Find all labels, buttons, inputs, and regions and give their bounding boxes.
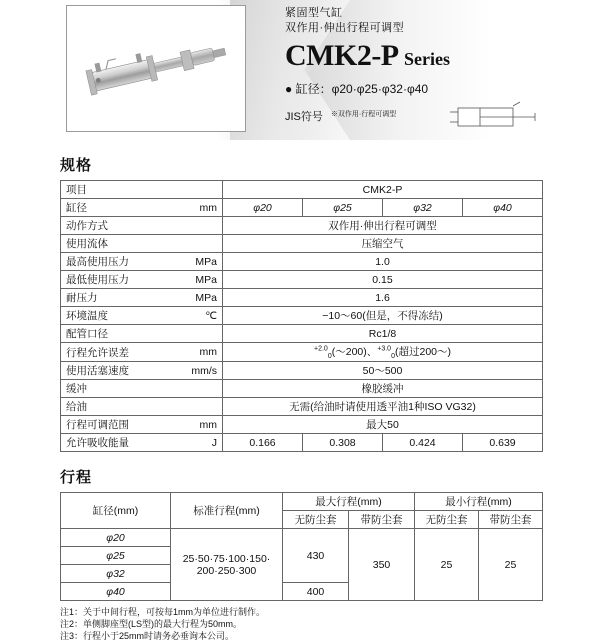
row-value: φ40 [463,199,543,217]
stroke-standard-line1: 25·50·75·100·150· [182,552,271,565]
row-unit: MPa [181,289,223,307]
row-label: 耐压力 [61,289,181,307]
stroke-header-max: 最大行程(mm) [283,493,415,511]
product-series-text: Series [403,49,450,69]
spec-header-model: CMK2-P [223,181,543,199]
table-row [61,199,543,217]
stroke-min-boot: 25 [479,529,543,601]
row-unit [181,235,223,253]
stroke-header-min-no-boot: 无防尘套 [415,511,479,529]
row-label: 给油 [61,398,181,416]
stroke-bore: φ25 [61,547,171,565]
table-row [61,325,543,343]
table-row [61,343,543,362]
row-value: −10～60(但是，不得冻结) [223,307,543,325]
note-1: 注1：关于中间行程，可按每1mm为单位进行制作。 [60,607,266,618]
row-label: 最高使用压力 [61,253,181,271]
table-row [61,271,543,289]
row-value: Rc1/8 [223,325,543,343]
tolerance-b-sup: +3.0 [377,345,392,353]
notes-block [60,606,600,642]
stroke-section-title: 行程 [60,469,93,487]
row-value: 0.639 [463,434,543,452]
table-row [61,434,543,452]
row-unit: MPa [181,271,223,289]
row-value: 50～500 [223,362,543,380]
stroke-header-row-1 [61,493,543,511]
spec-header-row [61,181,543,199]
tolerance-a-sub: 0 [327,353,332,361]
stroke-max-no-boot-bottom: 400 [283,583,349,601]
table-row [61,380,543,398]
jis-label: JIS符号 [285,111,323,123]
tolerance-b-text: (超过200～) [394,346,451,358]
row-unit [181,398,223,416]
table-row [61,416,543,434]
cylinder-illustration [67,6,245,131]
row-value: 0.424 [383,434,463,452]
stroke-header-bore: 缸径(mm) [61,493,171,529]
product-photo [66,5,246,132]
jis-symbol-diagram [440,100,560,136]
row-unit: ℃ [181,307,223,325]
spec-table [60,180,543,452]
row-unit: mm [181,199,223,217]
stroke-header-max-no-boot: 无防尘套 [283,511,349,529]
bore-line: ● 缸径：φ20·φ25·φ32·φ40 [285,82,429,96]
row-value: φ32 [383,199,463,217]
row-value-tolerance [223,343,543,362]
note-3: 注3：行程小于25mm时请务必垂询本公司。 [60,631,235,642]
row-label: 使用流体 [61,235,181,253]
row-unit: mm/s [181,362,223,380]
row-label: 最低使用压力 [61,271,181,289]
stroke-max-no-boot-top: 430 [283,529,349,583]
stroke-header-min-boot: 带防尘套 [479,511,543,529]
tolerance-a-sup: +2.0 [314,345,328,353]
row-value: 橡胶缓冲 [223,380,543,398]
page-header [0,0,600,140]
row-value: 0.308 [303,434,383,452]
spec-section-title: 规格 [60,157,93,174]
stroke-bore: φ20 [61,529,171,547]
note-2: 注2：单侧脚座型(LS型)的最大行程为50mm。 [60,619,243,630]
stroke-header-min: 最小行程(mm) [415,493,543,511]
stroke-standard-values [171,529,283,601]
table-row [61,289,543,307]
spec-header-item: 项目 [61,181,181,199]
row-value: 双作用·伸出行程可调型 [223,217,543,235]
header-subtitle-1: 紧固型气缸 [285,7,343,19]
row-unit [181,380,223,398]
row-value: φ20 [223,199,303,217]
row-label: 环境温度 [61,307,181,325]
row-label: 配管口径 [61,325,181,343]
stroke-min-no-boot: 25 [415,529,479,601]
row-value: 压缩空气 [223,235,543,253]
stroke-bore: φ32 [61,565,171,583]
product-title-text: CMK2-P [285,39,397,72]
row-label: 动作方式 [61,217,181,235]
row-value: 0.15 [223,271,543,289]
product-title [285,39,595,76]
header-subtitle-2: 双作用·伸出行程可调型 [285,22,405,34]
row-label: 缸径 [61,199,181,217]
tolerance-b-sub: 0 [391,353,395,361]
stroke-header-standard: 标准行程(mm) [171,493,283,529]
table-row [61,307,543,325]
table-row [61,217,543,235]
spec-header-unit [181,181,223,199]
row-value: 0.166 [223,434,303,452]
jis-symbol-row [285,108,396,124]
row-label: 允许吸收能量 [61,434,181,452]
row-value: 无需(给油时请使用透平油1种ISO VG32) [223,398,543,416]
stroke-bore: φ40 [61,583,171,601]
stroke-max-boot: 350 [349,529,415,601]
row-label: 行程允许误差 [61,343,181,362]
row-label: 使用活塞速度 [61,362,181,380]
row-label: 行程可调范围 [61,416,181,434]
row-unit: mm [181,416,223,434]
stroke-standard-line2: 200·250·300 [196,564,257,577]
row-unit: mm [181,343,223,362]
row-value: 1.0 [223,253,543,271]
jis-caption: ※双作用·行程可调型 [330,111,397,118]
row-unit [181,217,223,235]
stroke-header-max-boot: 带防尘套 [349,511,415,529]
row-value: 1.6 [223,289,543,307]
row-value: φ25 [303,199,383,217]
row-unit: MPa [181,253,223,271]
table-row [61,529,543,547]
row-unit: J [181,434,223,452]
row-value: 最大50 [223,416,543,434]
table-row [61,253,543,271]
table-row [61,362,543,380]
tolerance-a-text: (～200)、 [331,346,378,358]
row-label: 缓冲 [61,380,181,398]
table-row [61,398,543,416]
title-block [285,6,595,97]
stroke-table [60,492,543,601]
table-row [61,235,543,253]
row-unit [181,325,223,343]
